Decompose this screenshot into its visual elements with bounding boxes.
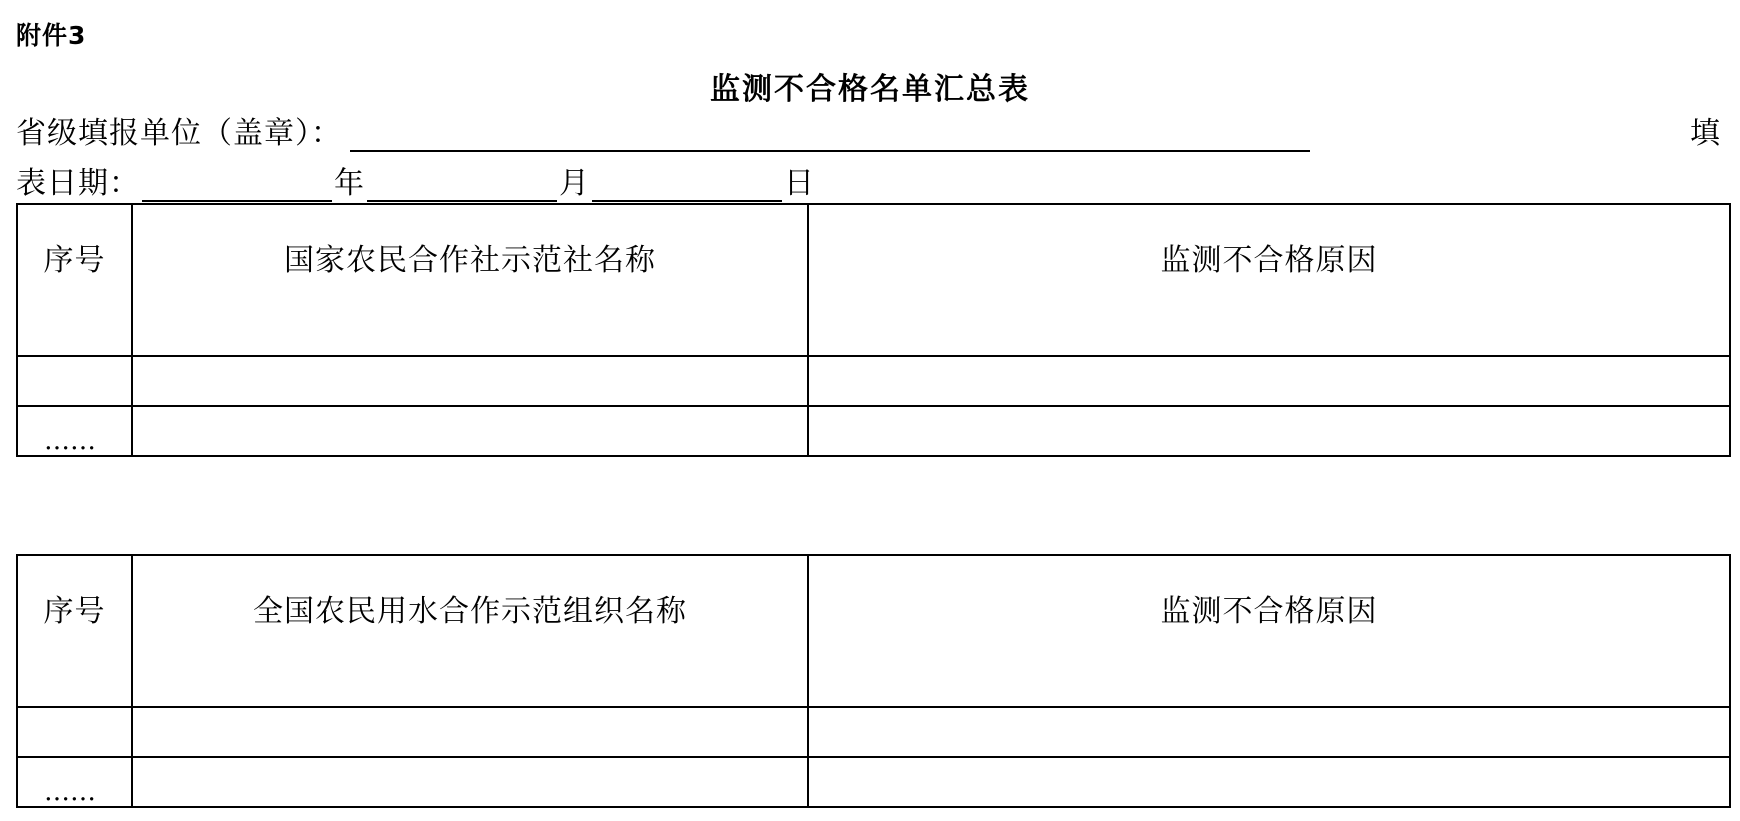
document-title: 监测不合格名单汇总表 [710,72,1030,107]
filling-unit-blank[interactable] [350,120,1310,152]
year-label: 年 [334,166,365,201]
table-cell[interactable] [17,356,132,406]
table-cell[interactable] [808,707,1730,757]
ellipsis-cell: …… [17,757,132,807]
water-user-table [16,554,1731,808]
table-cell[interactable] [808,406,1730,456]
table-cell[interactable] [132,707,808,757]
cooperative-table [16,203,1731,457]
table-cell[interactable] [808,356,1730,406]
fill-char: 填 [1690,116,1720,151]
table-cell[interactable] [132,406,808,456]
filling-unit-label: 省级填报单位（盖章）： [16,116,342,151]
table-cell[interactable] [132,757,808,807]
header-cell-reason: 监测不合格原因 [808,204,1730,356]
month-label: 月 [559,166,590,201]
table-cell[interactable] [132,356,808,406]
table-header-row [17,204,1730,356]
table-row [17,757,1730,807]
table-cell[interactable] [17,707,132,757]
header-cell-reason: 监测不合格原因 [808,555,1730,707]
day-label: 日 [784,166,815,201]
header-cell-seq: 序号 [17,204,132,356]
header-cell-name: 全国农民用水合作示范组织名称 [132,555,808,707]
table-header-row [17,555,1730,707]
year-blank[interactable] [142,170,332,202]
date-line [16,158,815,202]
header-cell-name: 国家农民合作社示范社名称 [132,204,808,356]
month-blank[interactable] [367,170,557,202]
ellipsis-cell: …… [17,406,132,456]
table-row [17,356,1730,406]
annex-label: 附件3 [16,21,87,50]
filling-unit-line [16,108,1310,152]
date-label: 表日期： [16,166,140,201]
table-row [17,707,1730,757]
table-row [17,406,1730,456]
table-cell[interactable] [808,757,1730,807]
day-blank[interactable] [592,170,782,202]
header-cell-seq: 序号 [17,555,132,707]
